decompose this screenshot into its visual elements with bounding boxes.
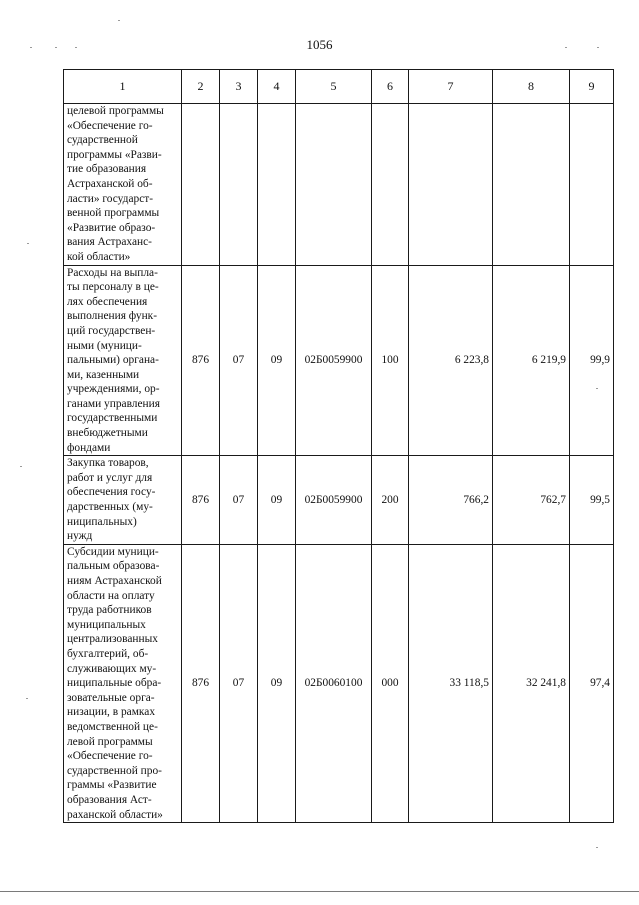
description-line: бухгалтерий, об-: [67, 647, 149, 660]
subsection-code-cell: 09: [258, 544, 296, 822]
description-line: раханской области»: [67, 808, 163, 821]
scan-speck: [596, 847, 598, 848]
header-cell: 1: [64, 70, 182, 104]
executed-amount-cell: 6 219,9: [493, 265, 570, 456]
table-row: [64, 456, 614, 545]
section-code-cell: 07: [220, 456, 258, 545]
description-line: области на оплату: [67, 589, 155, 602]
scan-speck: [118, 20, 120, 21]
row-description: [64, 544, 182, 822]
header-cell: 8: [493, 70, 570, 104]
description-line: Астраханской об-: [67, 177, 153, 190]
row-description: [64, 104, 182, 266]
budget-table: [63, 69, 614, 823]
subsection-code-cell: 09: [258, 456, 296, 545]
description-line: дарственных (му-: [67, 501, 153, 514]
scan-speck: [75, 47, 77, 48]
description-line: ми, казенными: [67, 368, 140, 381]
scan-speck: [565, 47, 567, 48]
description-line: ты персоналу в це-: [67, 281, 159, 294]
section-code-cell: 07: [220, 544, 258, 822]
department-code-cell: 876: [182, 456, 220, 545]
planned-amount-cell: 6 223,8: [409, 265, 493, 456]
executed-amount-cell: [493, 104, 570, 266]
description-line: венной программы: [67, 207, 160, 220]
row-description: [64, 456, 182, 545]
description-line: ниципальных): [67, 515, 137, 528]
target-article-code-cell: 02Б0059900: [296, 456, 372, 545]
department-code-cell: 876: [182, 265, 220, 456]
execution-percent-cell: 97,4: [570, 544, 614, 822]
table-row: [64, 104, 614, 266]
scan-speck: [597, 47, 599, 48]
execution-percent-cell: 99,9: [570, 265, 614, 456]
header-cell: 6: [372, 70, 409, 104]
description-line: учреждениями, ор-: [67, 383, 160, 396]
page-number: 1056: [306, 37, 333, 52]
planned-amount-cell: 33 118,5: [409, 544, 493, 822]
description-line: низации, в рамках: [67, 706, 156, 719]
description-line: ными (муници-: [67, 339, 142, 352]
description-line: выполнения функ-: [67, 310, 158, 323]
page-bottom-edge: [0, 891, 639, 892]
header-cell: 7: [409, 70, 493, 104]
target-article-code-cell: [296, 104, 372, 266]
header-cell: 5: [296, 70, 372, 104]
description-line: ций государствен-: [67, 324, 156, 337]
scan-speck: [27, 243, 29, 244]
description-line: программы «Разви-: [67, 148, 162, 161]
expense-type-code-cell: 000: [372, 544, 409, 822]
target-article-code-cell: 02Б0059900: [296, 265, 372, 456]
scan-speck: [26, 698, 28, 699]
planned-amount-cell: [409, 104, 493, 266]
description-line: внебюджетными: [67, 427, 148, 440]
description-line: целевой программы: [67, 105, 164, 117]
description-line: пальными) органа-: [67, 354, 159, 367]
header-row: [64, 70, 614, 104]
table-row: [64, 544, 614, 822]
description-line: обеспечения госу-: [67, 486, 156, 499]
description-line: «Обеспечение го-: [67, 750, 153, 763]
description-line: муниципальных: [67, 618, 146, 631]
description-line: ласти» государст-: [67, 192, 154, 205]
table-row: [64, 265, 614, 456]
execution-percent-cell: 99,5: [570, 456, 614, 545]
description-line: тие образования: [67, 163, 147, 176]
description-line: сударственной: [67, 134, 138, 147]
description-line: ниям Астраханской: [67, 575, 162, 587]
description-line: вания Астраханс-: [67, 236, 152, 249]
section-code-cell: [220, 104, 258, 266]
header-cell: 4: [258, 70, 296, 104]
department-code-cell: 876: [182, 544, 220, 822]
description-line: «Развитие образо-: [67, 221, 156, 234]
scan-speck: [596, 388, 598, 389]
description-line: труда работников: [67, 604, 152, 617]
subsection-code-cell: 09: [258, 265, 296, 456]
description-line: зовательные орга-: [67, 691, 155, 704]
section-code-cell: 07: [220, 265, 258, 456]
description-line: граммы «Развитие: [67, 779, 157, 792]
header-cell: 2: [182, 70, 220, 104]
target-article-code-cell: 02Б0060100: [296, 544, 372, 822]
description-line: фондами: [67, 441, 111, 454]
description-line: сударственной про-: [67, 764, 162, 777]
description-line: образования Аст-: [67, 793, 152, 806]
description-line: государственными: [67, 412, 158, 425]
scan-speck: [20, 466, 22, 467]
expense-type-code-cell: [372, 104, 409, 266]
department-code-cell: [182, 104, 220, 266]
scan-speck: [30, 47, 32, 48]
scan-speck: [55, 47, 57, 48]
header-cell: 3: [220, 70, 258, 104]
description-line: Субсидии муници-: [67, 545, 159, 558]
executed-amount-cell: 32 241,8: [493, 544, 570, 822]
description-line: «Обеспечение го-: [67, 119, 153, 132]
execution-percent-cell: [570, 104, 614, 266]
description-line: ниципальные обра-: [67, 677, 162, 690]
description-line: кой области»: [67, 250, 131, 263]
header-cell: 9: [570, 70, 614, 104]
description-line: Закупка товаров,: [67, 457, 149, 470]
description-line: лях обеспечения: [67, 295, 148, 308]
expense-type-code-cell: 200: [372, 456, 409, 545]
subsection-code-cell: [258, 104, 296, 266]
description-line: ганами управления: [67, 397, 160, 410]
description-line: централизованных: [67, 633, 158, 646]
description-line: нужд: [67, 530, 93, 543]
executed-amount-cell: 762,7: [493, 456, 570, 545]
planned-amount-cell: 766,2: [409, 456, 493, 545]
description-line: работ и услуг для: [67, 471, 153, 484]
description-line: Расходы на выпла-: [67, 266, 158, 279]
expense-type-code-cell: 100: [372, 265, 409, 456]
description-line: левой программы: [67, 735, 153, 748]
description-line: ведомственной це-: [67, 720, 158, 733]
row-description: [64, 265, 182, 456]
description-line: пальным образова-: [67, 560, 160, 573]
description-line: служивающих му-: [67, 662, 157, 675]
